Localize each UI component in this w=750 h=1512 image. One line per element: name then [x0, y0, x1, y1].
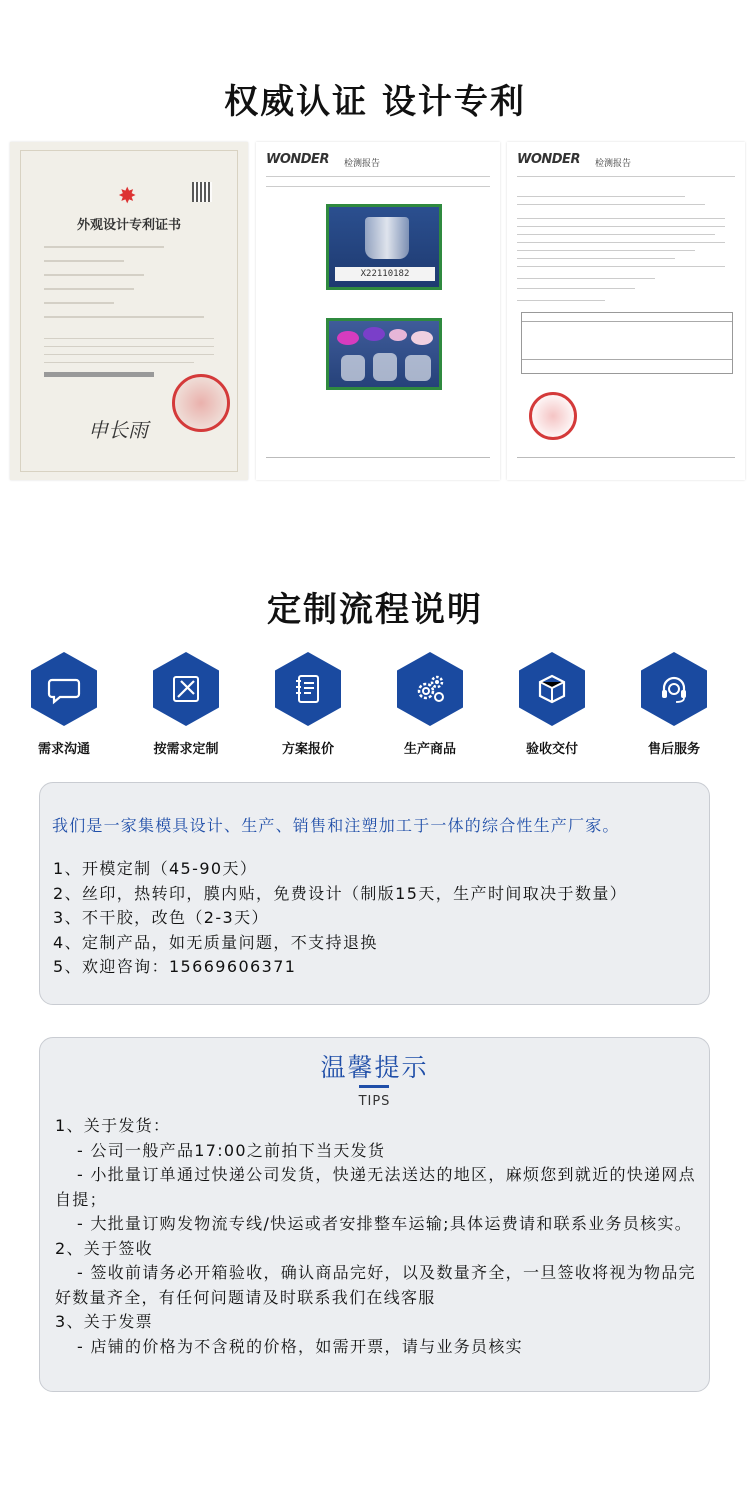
company-info-panel [39, 782, 710, 1005]
shipping-line-2: - 小批量订单通过快递公司发货，快递无法送达的地区，麻烦您到就近的快递网点自提； [55, 1165, 696, 1209]
tips-divider [359, 1085, 389, 1088]
certification-title: 权威认证 设计专利 [224, 82, 526, 122]
service-list [53, 857, 627, 980]
patent-certificate-image [10, 142, 248, 480]
shipping-line-3: - 大批量订购发物流专线/快运或者安排整车运输;具体运费请和联系业务员核实。 [77, 1214, 693, 1233]
sample-code: X22110182 [335, 267, 435, 281]
report-title-2: 检测报告 [595, 159, 632, 169]
process-step-aftersales: 售后服务 [619, 652, 729, 757]
tips-subtitle: TIPS [358, 1094, 391, 1109]
tips-title: 温馨提示 [320, 1053, 429, 1082]
sample-photo [326, 204, 442, 290]
receipt-heading: 2、关于签收 [55, 1238, 153, 1258]
list-item: 2、丝印，热转印，膜内贴，免费设计（制版15天，生产时间取决于数量） [53, 883, 628, 903]
process-step-quote: 方案报价 [253, 652, 363, 757]
list-item: 5、欢迎咨询：15669606371 [53, 957, 297, 976]
package-box-icon [534, 671, 570, 707]
process-step-communication: 需求沟通 [9, 652, 119, 757]
product-photo [326, 318, 442, 390]
invoice-heading: 3、关于发票 [55, 1312, 153, 1331]
official-seal-icon [172, 374, 230, 432]
pencil-ruler-icon [168, 671, 204, 707]
test-report-image-1 [256, 142, 500, 480]
invoice-line-1: - 店铺的价格为不含税的价格，如需开票，请与业务员核实 [77, 1336, 523, 1356]
tips-panel [39, 1037, 710, 1392]
qr-code-icon [192, 182, 212, 202]
shipping-line-1: - 公司一般产品17:00之前拍下当天发货 [77, 1140, 386, 1160]
chat-bubble-icon [46, 671, 82, 707]
receipt-line-1: - 签收前请务必开箱验收，确认商品完好，以及数量齐全，一旦签收将视为物品完好数量齐全，有任何问题请及时联系我们在线客服 [55, 1263, 696, 1307]
report-seal-icon [529, 392, 577, 440]
shipping-heading: 1、关于发货： [55, 1116, 171, 1135]
company-intro: 我们是一家集模具设计、生产、销售和注塑加工于一体的综合性生产厂家。 [52, 816, 620, 835]
list-item: 3、不干胶，改色（2-3天） [53, 908, 269, 927]
process-step-production: 生产商品 [375, 652, 485, 757]
list-item: 4、定制产品，如无质量问题，不支持退换 [53, 932, 378, 952]
test-report-image-2 [507, 142, 745, 480]
process-steps [0, 652, 750, 762]
list-item: 1、开模定制（45-90天） [53, 859, 258, 878]
patent-title: 外观设计专利证书 [76, 218, 181, 233]
report-title: 检测报告 [344, 159, 381, 169]
patent-signature: 申长雨 [88, 418, 148, 442]
wonder-logo: WONDER [266, 152, 329, 167]
patent-emblem-icon: ✸ [118, 184, 137, 209]
process-step-customize: 按需求定制 [131, 652, 241, 757]
gears-icon [412, 671, 448, 707]
process-title: 定制流程说明 [267, 590, 483, 630]
report-table [521, 312, 733, 374]
certificate-gallery [10, 142, 745, 480]
notebook-icon [290, 671, 326, 707]
process-step-delivery: 验收交付 [497, 652, 607, 757]
tips-body [55, 1114, 700, 1359]
headset-icon [656, 671, 692, 707]
wonder-logo-2: WONDER [517, 152, 580, 167]
